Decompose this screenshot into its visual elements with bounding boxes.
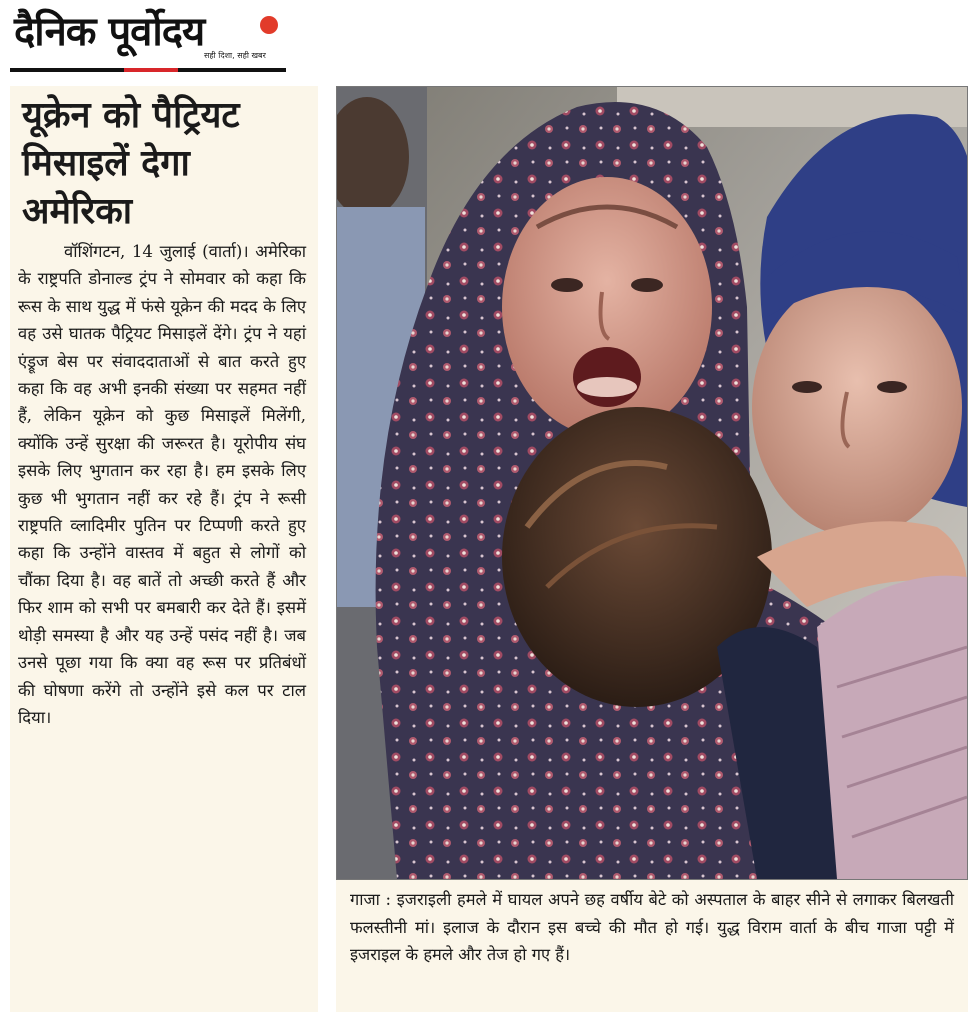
photo-caption [336, 880, 968, 1012]
masthead-accent-bar [124, 68, 178, 72]
article-body: वॉशिंगटन, 14 जुलाई (वार्ता)। अमेरिका के राष्ट्रपति डोनाल्ड ट्रंप ने सोमवार को कहा कि रूस के साथ युद्ध में फंसे यूक्रेन की मदद के लिए वह उसे घातक पैट्रियट मिसाइलें देंगे। ट्रंप ने यहां एंड्रूज बेस पर संवाददाताओं से बात करते हुए कहा कि वह अभी इनकी संख्या पर सहमत नहीं हैं, लेकिन यूक्रेन को कुछ मिसाइलें मिलेंगी, क्योंकि उन्हें सुरक्षा की जरूरत है। यूरोपीय संघ इसके लिए भुगतान कर रहा है। हम इसके लिए कुछ भी भुगतान नहीं कर रहे हैं। ट्रंप ने रूसी राष्ट्रपति व्लादिमीर पुतिन पर टिप्पणी करते हुए कहा कि उन्होंने वास्तव में बहुत से लोगों को चौंका दिया है। वह बातें तो अच्छी करते हैं और फिर शाम को सभी पर बमबारी कर देते हैं। इसमें थोड़ी समस्या है और यह उन्हें पसंद नहीं है। जब उनसे पूछा गया कि क्या वह रूस पर प्रतिबंधों की घोषणा करेंगे तो उन्होंने इसे कल पर टाल दिया। [18, 242, 306, 727]
headline: यूक्रेन को पैट्रियट मिसाइलें देगा अमेरिका [22, 95, 240, 232]
masthead [8, 6, 288, 72]
tagline: सही दिशा, सही खबर [204, 51, 266, 60]
caption-text: गाजा : इजराइली हमले में घायल अपने छह वर्षीय बेटे को अस्पताल के बाहर सीने से लगाकर बिलखती फलस्तीनी मां। इलाज के दौरान इस बच्चे की मौत हो गई। युद्ध विराम वार्ता के बीच गाजा पट्टी में इजराइल के हमले और तेज हो गए हैं। [350, 890, 954, 964]
photo-illustration [337, 87, 967, 879]
article-column [10, 86, 318, 1012]
newspaper-logo: दैनिक पूर्वोदय [14, 9, 205, 55]
news-photo [336, 86, 968, 880]
logo-dot-icon [260, 16, 278, 34]
